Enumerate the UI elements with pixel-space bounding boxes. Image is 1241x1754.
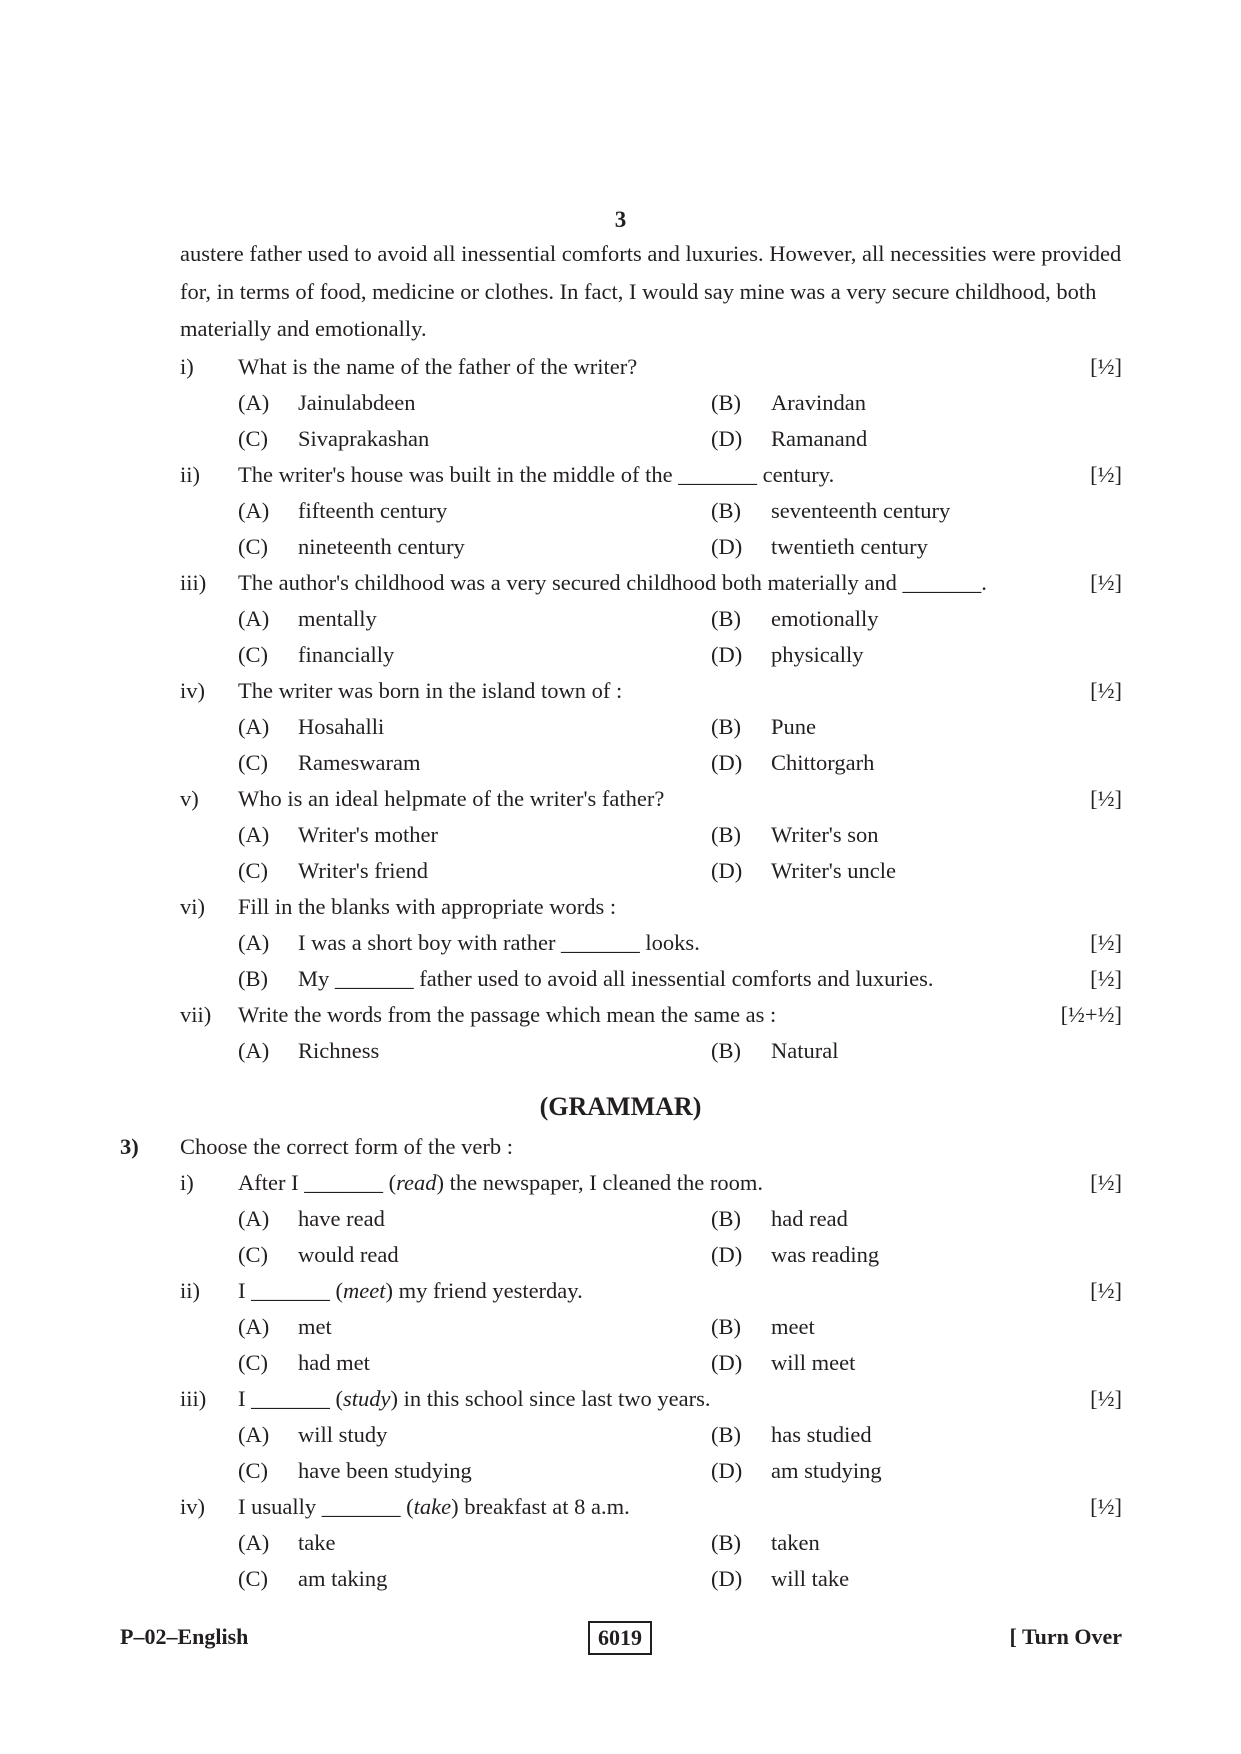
question-text: What is the name of the father of the writer? (238, 354, 638, 379)
passage-line-3: materially and emotionally. (180, 316, 427, 341)
option-text: take (298, 1530, 336, 1555)
fill-blank-text: I was a short boy with rather _______ looks. (298, 930, 700, 955)
option-text: physically (771, 642, 864, 667)
option-text: has studied (771, 1422, 872, 1447)
option-label: (B) (238, 966, 268, 991)
question-text: The writer was born in the island town of : (238, 678, 623, 703)
question-number: iii) (180, 1386, 207, 1411)
option-text: will meet (771, 1350, 856, 1375)
question-text: The writer's house was built in the middle of the _______ century. (238, 462, 835, 487)
option-label: (D) (711, 750, 743, 775)
option-label: (A) (238, 1314, 270, 1339)
option-text: have been studying (298, 1458, 472, 1483)
question-number: 3) (120, 1134, 139, 1159)
option-label: (B) (711, 390, 741, 415)
question-number: vi) (180, 894, 205, 919)
option-text: Natural (771, 1038, 839, 1063)
option-text: will take (771, 1566, 850, 1591)
question-mark: [½] (1090, 570, 1122, 595)
option-label: (A) (238, 1422, 270, 1447)
section-heading: (GRAMMAR) (539, 1092, 702, 1121)
question-number: v) (180, 786, 199, 811)
option-label: (B) (711, 1422, 741, 1447)
page-number: 3 (614, 207, 627, 232)
option-text: seventeenth century (771, 498, 951, 523)
option-text: have read (298, 1206, 385, 1231)
option-label: (B) (711, 606, 741, 631)
question-mark: [½] (1090, 1494, 1122, 1519)
option-text: Writer's uncle (771, 858, 896, 883)
question-number: ii) (180, 462, 200, 487)
footer-turn-over: [ Turn Over (1009, 1624, 1122, 1649)
question-number: i) (180, 1170, 194, 1195)
question-number: ii) (180, 1278, 200, 1303)
question-number: iv) (180, 1494, 205, 1519)
option-label: (A) (238, 390, 270, 415)
option-text: nineteenth century (298, 534, 465, 559)
option-label: (C) (238, 1350, 268, 1375)
question-mark: [½] (1090, 1170, 1122, 1195)
option-label: (B) (711, 1314, 741, 1339)
option-label: (A) (238, 606, 270, 631)
option-text: twentieth century (771, 534, 928, 559)
question-text: I _______ (meet) my friend yesterday. (238, 1278, 583, 1303)
option-text: emotionally (771, 606, 879, 631)
option-label: (B) (711, 822, 741, 847)
option-text: Aravindan (771, 390, 866, 415)
option-label: (C) (238, 858, 268, 883)
option-text: Richness (298, 1038, 380, 1063)
option-label: (D) (711, 1566, 743, 1591)
option-text: will study (298, 1422, 388, 1447)
option-label: (D) (711, 1350, 743, 1375)
question-mark: [½] (1090, 1386, 1122, 1411)
passage-line-1: austere father used to avoid all inessential comforts and luxuries. However, all necessities were provided (180, 241, 1122, 266)
option-label: (B) (711, 714, 741, 739)
option-text: fifteenth century (298, 498, 448, 523)
option-text: Jainulabdeen (298, 390, 416, 415)
option-label: (C) (238, 1566, 268, 1591)
question-text: The author's childhood was a very secured childhood both materially and _______. (238, 570, 987, 595)
option-label: (D) (711, 1242, 743, 1267)
option-text: Chittorgarh (771, 750, 875, 775)
question-number: i) (180, 354, 194, 379)
question-mark: [½] (1090, 678, 1122, 703)
option-label: (C) (238, 534, 268, 559)
option-label: (A) (238, 822, 270, 847)
question-text: Who is an ideal helpmate of the writer's father? (238, 786, 665, 811)
option-label: (C) (238, 1458, 268, 1483)
option-text: Rameswaram (298, 750, 421, 775)
question-text: I usually _______ (take) breakfast at 8 a.m. (238, 1494, 630, 1519)
option-text: meet (771, 1314, 815, 1339)
option-text: Writer's son (771, 822, 879, 847)
option-label: (D) (711, 1458, 743, 1483)
question-number: vii) (180, 1002, 212, 1027)
question-mark: [½] (1090, 786, 1122, 811)
option-label: (D) (711, 534, 743, 559)
question-text: Fill in the blanks with appropriate words : (238, 894, 617, 919)
option-text: would read (298, 1242, 399, 1267)
footer-booklet-code: 6019 (588, 1621, 652, 1655)
option-label: (C) (238, 1242, 268, 1267)
option-text: am taking (298, 1566, 388, 1591)
option-text: met (298, 1314, 332, 1339)
option-label: (A) (238, 498, 270, 523)
option-label: (B) (711, 498, 741, 523)
option-text: financially (298, 642, 395, 667)
option-label: (C) (238, 426, 268, 451)
option-label: (D) (711, 426, 743, 451)
question-mark: [½] (1090, 354, 1122, 379)
option-label: (A) (238, 714, 270, 739)
option-label: (A) (238, 930, 270, 955)
footer-paper-code: P–02–English (120, 1624, 249, 1649)
option-label: (B) (711, 1038, 741, 1063)
question-text: After I _______ (read) the newspaper, I cleaned the room. (238, 1170, 763, 1195)
question-mark: [½+½] (1060, 1002, 1122, 1027)
question-mark: [½] (1090, 1278, 1122, 1303)
option-label: (A) (238, 1206, 270, 1231)
option-label: (A) (238, 1530, 270, 1555)
question-mark: [½] (1090, 966, 1122, 991)
question-text: Write the words from the passage which mean the same as : (238, 1002, 777, 1027)
option-text: Sivaprakashan (298, 426, 430, 451)
question-instruction: Choose the correct form of the verb : (180, 1134, 514, 1159)
option-text: am studying (771, 1458, 882, 1483)
option-label: (B) (711, 1530, 741, 1555)
question-mark: [½] (1090, 462, 1122, 487)
option-text: Writer's friend (298, 858, 428, 883)
option-text: had read (771, 1206, 848, 1231)
option-text: Hosahalli (298, 714, 385, 739)
passage-line-2: for, in terms of food, medicine or clothes. In fact, I would say mine was a very secure childhood, both (180, 279, 1097, 304)
option-text: Ramanand (771, 426, 868, 451)
question-text: I _______ (study) in this school since last two years. (238, 1386, 711, 1411)
question-number: iii) (180, 570, 207, 595)
option-label: (D) (711, 858, 743, 883)
option-text: was reading (771, 1242, 880, 1267)
option-label: (C) (238, 750, 268, 775)
option-text: taken (771, 1530, 820, 1555)
option-label: (C) (238, 642, 268, 667)
question-mark: [½] (1090, 930, 1122, 955)
option-text: Writer's mother (298, 822, 438, 847)
option-text: Pune (771, 714, 816, 739)
option-label: (A) (238, 1038, 270, 1063)
option-text: had met (298, 1350, 370, 1375)
fill-blank-text: My _______ father used to avoid all inessential comforts and luxuries. (298, 966, 934, 991)
option-label: (D) (711, 642, 743, 667)
option-text: mentally (298, 606, 377, 631)
option-label: (B) (711, 1206, 741, 1231)
question-number: iv) (180, 678, 205, 703)
